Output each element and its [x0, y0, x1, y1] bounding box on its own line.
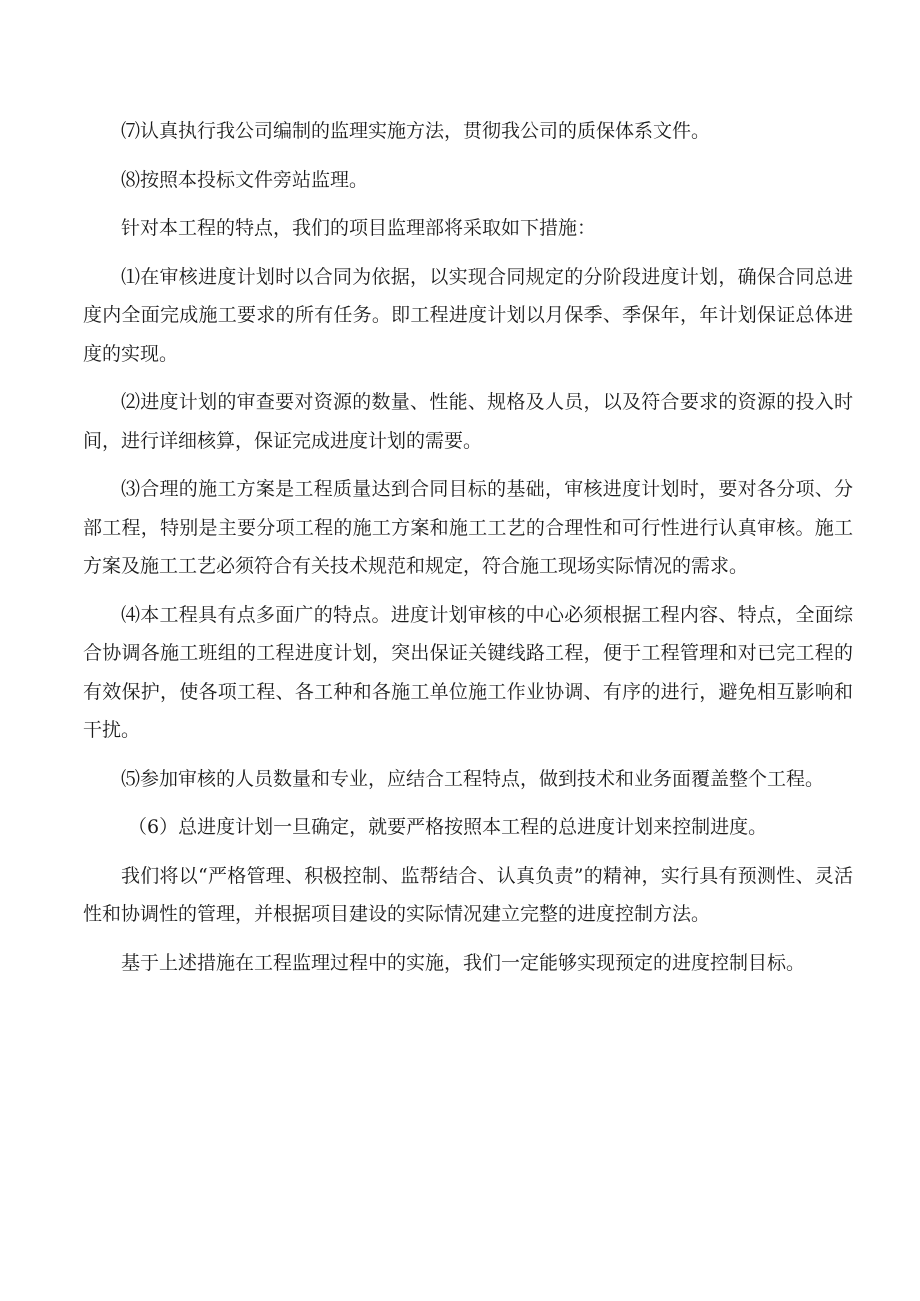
paragraph-measure-1: ⑴在审核进度计划时以合同为依据，以实现合同规定的分阶段进度计划，确保合同总进度内全面完成施工要求的所有任务。即工程进度计划以月保季、季保年，年计划保证总体进度的实现。: [83, 265, 853, 365]
paragraph-measure-2: ⑵进度计划的审查要对资源的数量、性能、规格及人员，以及符合要求的资源的投入时间，进行详细核算，保证完成进度计划的需要。: [83, 391, 853, 452]
paragraph-item-8: ⑻按照本投标文件旁站监理。: [121, 168, 369, 191]
document-page: [83, 112, 853, 992]
paragraph-conclusion: 基于上述措施在工程监理过程中的实施，我们一定能够实现预定的进度控制目标。: [121, 951, 806, 974]
paragraph-intro-measures: 针对本工程的特点，我们的项目监理部将采取如下措施：: [121, 217, 597, 239]
paragraph-measure-6: （6）总进度计划一旦确定，就要严格按照本工程的总进度计划来控制进度。: [128, 816, 768, 838]
paragraph-measure-3: ⑶合理的施工方案是工程质量达到合同目标的基础，审核进度计划时，要对各分项、分部工程，特别是主要分项工程的施工方案和施工工艺的合理性和可行性进行认真审核。施工方案及施工工艺必须符合有关技术规范和规定，符合施工现场实际情况的需求。: [83, 478, 853, 577]
paragraph-item-7: ⑺认真执行我公司编制的监理实施方法，贯彻我公司的质保体系文件。: [121, 120, 711, 142]
paragraph-measure-5: ⑸参加审核的人员数量和专业，应结合工程特点，做到技术和业务面覆盖整个工程。: [121, 767, 825, 790]
paragraph-measure-4: ⑷本工程具有点多面广的特点。进度计划审核的中心必须根据工程内容、特点，全面综合协调各施工班组的工程进度计划，突出保证关键线路工程，便于工程管理和对已完工程的有效保护，使各项工程、各工种和各施工单位施工作业协调、有序的进行，避免相互影响和干扰。: [83, 603, 853, 741]
paragraph-spirit: 我们将以“严格管理、积极控制、监帮结合、认真负责”的精神，实行具有预测性、灵活性和协调性的管理，并根据项目建设的实际情况建立完整的进度控制方法。: [83, 864, 853, 925]
